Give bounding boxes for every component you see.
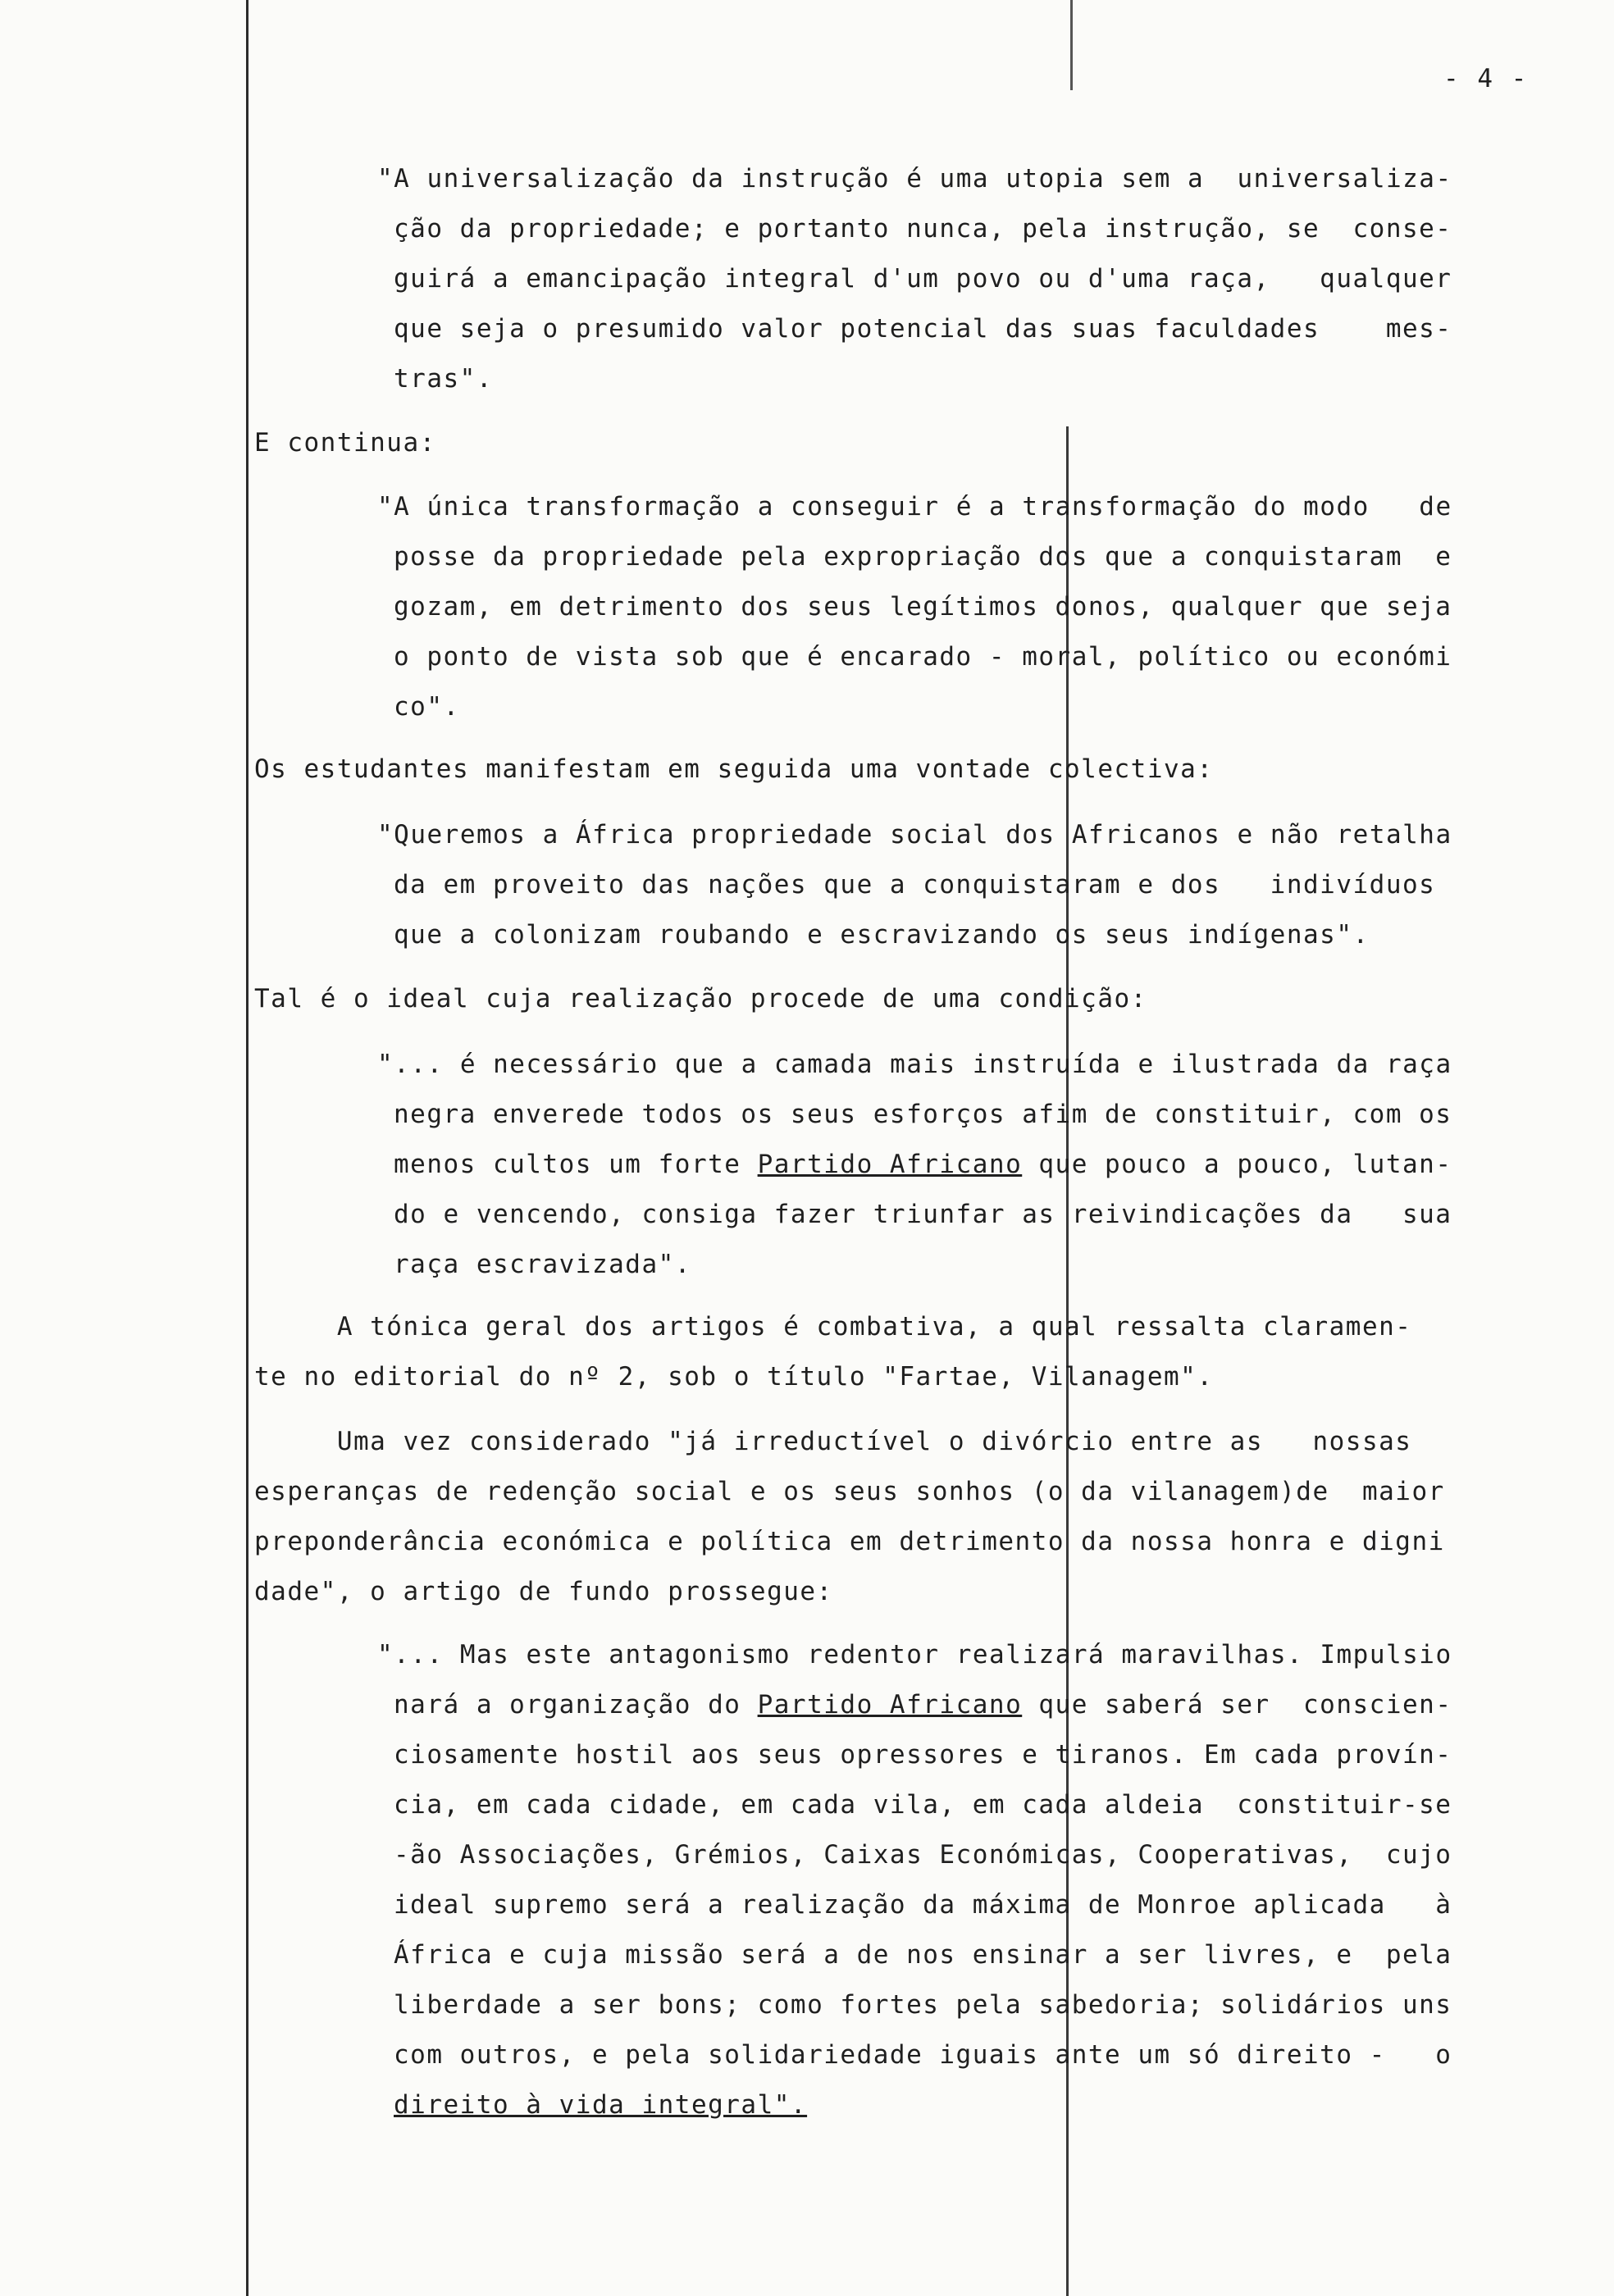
text-line: A tónica geral dos artigos é combativa, a qual ressalta claramen- bbox=[254, 1312, 1412, 1342]
text-line: gozam, em detrimento dos seus legítimos donos, qualquer que seja bbox=[394, 592, 1452, 622]
text-line: ciosamente hostil aos seus opressores e tiranos. Em cada provín- bbox=[394, 1740, 1452, 1770]
text-line: nará a organização do Partido Africano que saberá ser conscien- bbox=[394, 1690, 1452, 1720]
text-line: ção da propriedade; e portanto nunca, pela instrução, se conse- bbox=[394, 214, 1452, 244]
text-line: guirá a emancipação integral d'um povo ou d'uma raça, qualquer bbox=[394, 264, 1452, 294]
text-line: -ão Associações, Grémios, Caixas Económicas, Cooperativas, cujo bbox=[394, 1840, 1452, 1870]
text-line: liberdade a ser bons; como fortes pela sabedoria; solidários uns bbox=[394, 1990, 1452, 2020]
text-line: "A única transformação a conseguir é a transformação do modo de bbox=[377, 492, 1452, 522]
text-line: com outros, e pela solidariedade iguais ante um só direito - o bbox=[394, 2040, 1452, 2070]
text-line: ideal supremo será a realização da máxima de Monroe aplicada à bbox=[394, 1890, 1452, 1920]
text-line: E continua: bbox=[254, 428, 436, 458]
text-line: raça escravizada". bbox=[394, 1250, 691, 1279]
text-line: África e cuja missão será a de nos ensinar a ser livres, e pela bbox=[394, 1940, 1452, 1970]
text-line: "... Mas este antagonismo redentor realizará maravilhas. Impulsio bbox=[377, 1640, 1452, 1670]
text-line: que a colonizam roubando e escravizando os seus indígenas". bbox=[394, 920, 1370, 950]
text-line: da em proveito das nações que a conquistaram e dos indivíduos bbox=[394, 870, 1436, 900]
text-line: Os estudantes manifestam em seguida uma vontade colectiva: bbox=[254, 754, 1214, 784]
text-line: "A universalização da instrução é uma utopia sem a universaliza- bbox=[377, 164, 1452, 194]
text-line: cia, em cada cidade, em cada vila, em cada aldeia constituir-se bbox=[394, 1790, 1452, 1820]
text-line: que seja o presumido valor potencial das suas faculdades mes- bbox=[394, 314, 1452, 344]
text-line: do e vencendo, consiga fazer triunfar as reivindicações da sua bbox=[394, 1200, 1452, 1229]
text-line: esperanças de redenção social e os seus sonhos (o da vilanagem)de maior bbox=[254, 1477, 1445, 1506]
text-line: tras". bbox=[394, 364, 493, 394]
page-number: - 4 - bbox=[1443, 64, 1529, 93]
text-line: "... é necessário que a camada mais instruída e ilustrada da raça bbox=[377, 1050, 1452, 1079]
center-fold-line-top bbox=[1070, 0, 1073, 90]
text-line: Uma vez considerado "já irreductível o divórcio entre as nossas bbox=[254, 1427, 1412, 1456]
text-line: dade", o artigo de fundo prossegue: bbox=[254, 1577, 833, 1606]
text-line: preponderância económica e política em detrimento da nossa honra e digni bbox=[254, 1527, 1445, 1556]
text-line: posse da propriedade pela expropriação dos que a conquistaram e bbox=[394, 542, 1452, 572]
text-line: te no editorial do nº 2, sob o título "Fartae, Vilanagem". bbox=[254, 1362, 1214, 1392]
left-margin-rule bbox=[246, 0, 248, 2296]
text-line: co". bbox=[394, 692, 460, 722]
text-line: menos cultos um forte Partido Africano que pouco a pouco, lutan- bbox=[394, 1150, 1452, 1179]
text-line: Tal é o ideal cuja realização procede de uma condição: bbox=[254, 984, 1147, 1014]
text-line: o ponto de vista sob que é encarado - moral, político ou económi bbox=[394, 642, 1452, 672]
text-line: "Queremos a África propriedade social dos Africanos e não retalha bbox=[377, 820, 1452, 850]
text-line: direito à vida integral". bbox=[394, 2090, 808, 2120]
text-line: negra enverede todos os seus esforços afim de constituir, com os bbox=[394, 1100, 1452, 1129]
